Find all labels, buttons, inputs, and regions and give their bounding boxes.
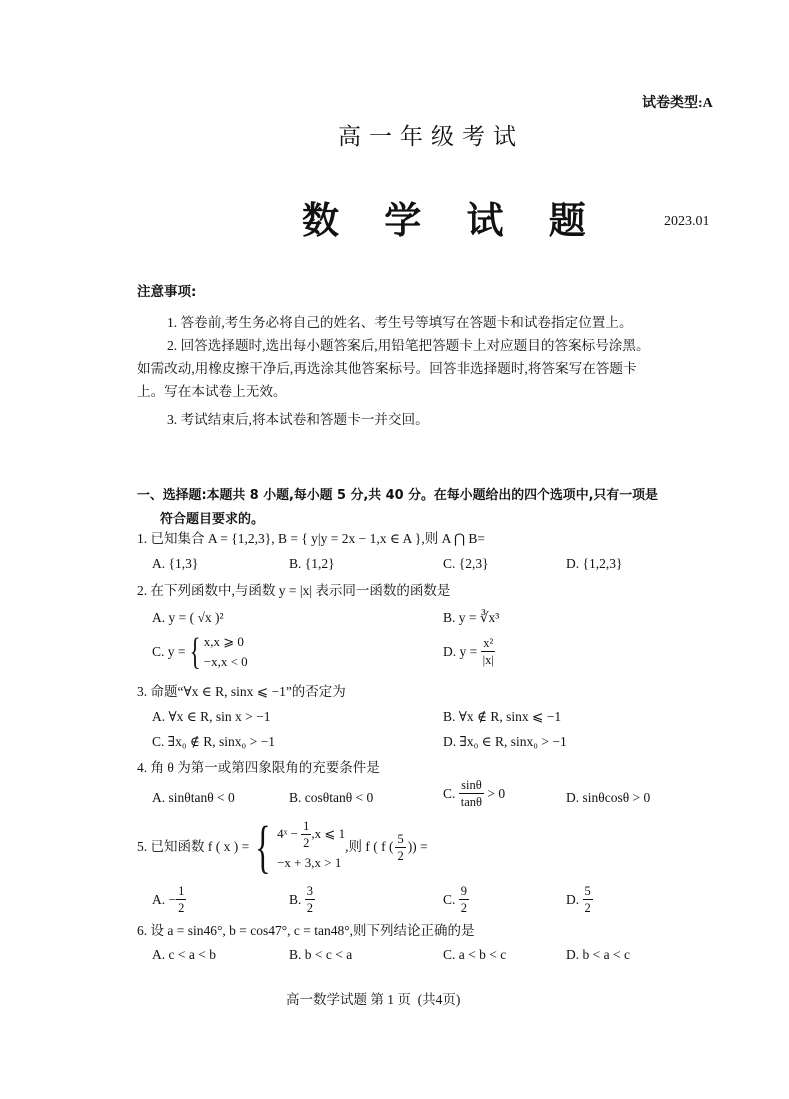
notice-item-2-line-3: 上。写在本试卷上无效。 (137, 384, 287, 399)
question-4-option-a: A. sinθtanθ < 0 (152, 790, 235, 805)
question-4-option-c-fraction (459, 778, 484, 809)
question-6-option-c: C. a < b < c (443, 947, 507, 962)
question-6-option-a: A. c < a < b (152, 947, 216, 962)
question-2-option-c-prefix: C. y = (152, 644, 186, 659)
question-5-stem (137, 814, 428, 879)
question-3-option-b: B. ∀x ∉ R, sinx ⩽ −1 (443, 709, 562, 724)
notice-item-2-line-1: 2. 回答选择题时,选出每小题答案后,用铅笔把答题卡上对应题目的答案标号涂黑。 (167, 338, 650, 353)
question-5-option-b (289, 884, 315, 915)
question-5-stem-prefix: 5. 已知函数 f ( x ) = (137, 839, 250, 854)
question-4-option-c-prefix: C. (443, 785, 456, 801)
fraction-denominator: 2 (306, 901, 314, 915)
question-5-stem-suffix: )) = (407, 839, 428, 854)
fraction-numerator: 3 (306, 884, 314, 898)
page-footer: 高一数学试题 第 1 页 (共4页) (286, 992, 461, 1007)
grade-title: 高一年级考试 (338, 124, 524, 149)
option-prefix: A. − (152, 891, 177, 907)
notice-item-3: 3. 考试结束后,将本试卷和答题卡一并交回。 (167, 412, 429, 427)
question-1-option-c: C. {2,3} (443, 556, 489, 571)
fraction-numerator: 1 (303, 818, 310, 833)
question-4-option-c (443, 778, 505, 809)
fraction-denominator: 2 (584, 901, 591, 915)
option-fraction (583, 884, 593, 915)
fraction-numerator: 5 (584, 884, 591, 898)
exam-date: 2023.01 (664, 214, 710, 229)
question-2-option-a: A. y = ( √x )² (152, 610, 224, 625)
fraction-numerator: 5 (397, 831, 404, 846)
question-4-option-b: B. cosθtanθ < 0 (289, 790, 374, 805)
notice-item-2-line-2: 如需改动,用橡皮擦干净后,再选涂其他答案标号。回答非选择题时,将答案写在答题卡 (137, 361, 637, 376)
option-prefix: C. (443, 891, 456, 907)
question-6-option-d: D. b < a < c (566, 947, 630, 962)
left-brace: { (189, 631, 201, 673)
option-prefix: B. (289, 891, 302, 907)
question-5-case-1-right: ,x ⩽ 1 (311, 826, 346, 841)
question-2-option-d (443, 636, 496, 667)
fraction-denominator: 2 (303, 835, 310, 850)
fraction-numerator: sinθ (461, 778, 482, 792)
option-fraction (176, 884, 186, 915)
option-prefix: D. (566, 891, 580, 907)
question-4-option-d: D. sinθcosθ > 0 (566, 790, 651, 805)
question-4-stem: 4. 角 θ 为第一或第四象限角的充要条件是 (137, 760, 380, 775)
option-fraction (305, 884, 315, 915)
question-5-stem-fraction (395, 832, 405, 863)
notice-item-1: 1. 答卷前,考生务必将自己的姓名、考生号等填写在答题卡和试卷指定位置上。 (167, 315, 633, 330)
question-1-stem: 1. 已知集合 A = {1,2,3}, B = { y|y = 2x − 1,x ∈ A },则 A ⋂ B= (137, 531, 486, 546)
left-brace: { (255, 814, 271, 879)
section-1-heading-line-1: 一、选择题:本题共 8 小题,每小题 5 分,共 40 分。在每小题给出的四个选项中,只有一项是 (137, 488, 658, 503)
question-2-option-c-cases (204, 632, 248, 672)
question-2-stem: 2. 在下列函数中,与函数 y = |x| 表示同一函数的函数是 (137, 583, 451, 598)
question-1-option-d: D. {1,2,3} (566, 556, 623, 571)
question-5-case-1 (277, 819, 345, 850)
question-3-option-c: C. ∃x₀ ∉ R, sinx₀ > −1 (152, 734, 275, 749)
question-2-option-c-case-1: x,x ⩾ 0 (203, 634, 244, 649)
question-3-option-a: A. ∀x ∈ R, sin x > −1 (152, 709, 271, 724)
question-2-option-c (152, 632, 248, 672)
question-3-option-d: D. ∃x₀ ∈ R, sinx₀ > −1 (443, 734, 567, 749)
question-1-option-a: A. {1,3} (152, 556, 199, 571)
fraction-denominator: 2 (178, 901, 185, 915)
question-3-stem: 3. 命题“∀x ∈ R, sinx ⩽ −1”的否定为 (137, 684, 346, 699)
question-4-option-c-suffix: > 0 (487, 785, 506, 801)
fraction-denominator: 2 (397, 848, 404, 863)
question-6-stem: 6. 设 a = sin46°, b = cos47°, c = tan48°,则下列结论正确的是 (137, 923, 475, 938)
fraction-numerator: 1 (178, 884, 185, 898)
fraction-numerator: 9 (460, 884, 468, 898)
question-5-option-a (152, 884, 186, 915)
fraction-denominator: tanθ (460, 795, 483, 809)
question-5-option-c (443, 884, 469, 915)
question-6-option-b: B. b < c < a (289, 947, 353, 962)
question-5-case-1-fraction (301, 819, 311, 850)
question-2-option-d-prefix: D. y = (443, 643, 478, 659)
question-5-stem-mid: ,则 f ( f ( (345, 839, 394, 854)
question-5-case-1-left: 4ˣ − (277, 826, 298, 841)
question-5-option-d (566, 884, 593, 915)
paper-type: 试卷类型:A (642, 96, 713, 111)
question-2-option-b: B. y = ∛x³ (443, 610, 500, 625)
question-5-cases (277, 819, 345, 876)
question-2-option-d-fraction (481, 636, 496, 667)
section-1-heading-line-2: 符合题目要求的。 (160, 512, 265, 527)
notice-heading: 注意事项: (137, 284, 197, 300)
subject-title: 数 学 试 题 (302, 201, 604, 242)
fraction-denominator: 2 (460, 901, 468, 915)
question-1-option-b: B. {1,2} (289, 556, 335, 571)
question-5-case-2: −x + 3,x > 1 (277, 854, 342, 870)
fraction-denominator: |x| (482, 653, 494, 667)
option-fraction (459, 884, 469, 915)
question-2-option-c-case-2: −x,x < 0 (203, 654, 248, 669)
fraction-numerator: x² (483, 636, 494, 650)
